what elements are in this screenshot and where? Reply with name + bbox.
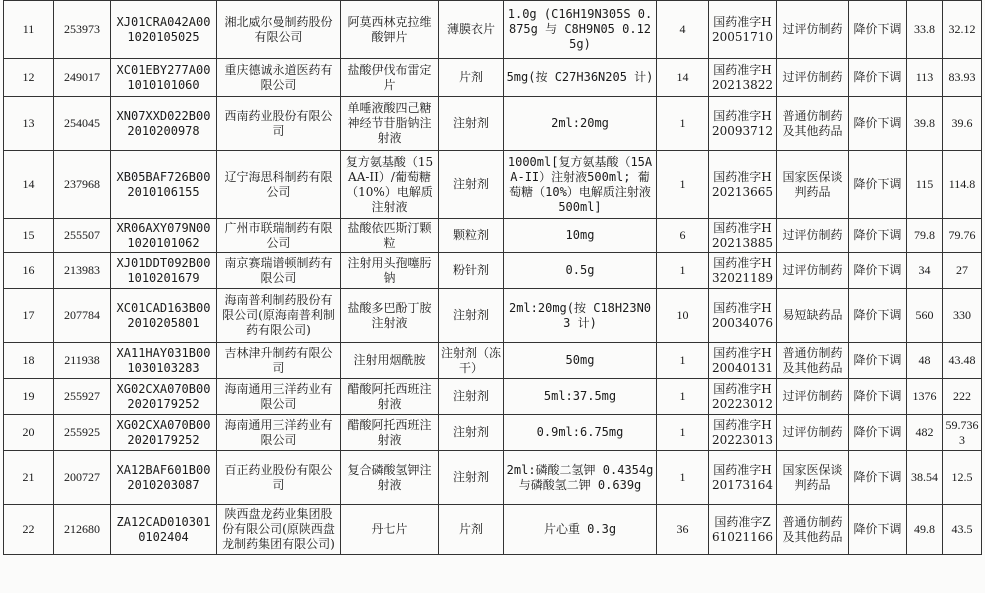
drug-category-cell: 普通仿制药及其他药品 [777, 505, 849, 555]
table-row [4, 59, 982, 97]
specification-cell: 0.5g [504, 253, 657, 289]
dosage-form-cell: 注射剂 [439, 379, 504, 415]
manufacturer-cell: 湘北威尔曼制药股份有限公司 [217, 1, 341, 59]
drug-name-cell: 复方氨基酸（15AA-II）/葡萄糖（10%）电解质注射液 [341, 151, 439, 219]
medical-insurance-code-cell: XA11HAY031B001030103283 [111, 343, 217, 379]
row-number-cell: 22 [4, 505, 54, 555]
dosage-form-cell: 注射剂（冻干） [439, 343, 504, 379]
price-action-cell: 降价下调 [849, 505, 907, 555]
package-quantity-cell: 10 [657, 289, 709, 343]
adjusted-price-cell: 83.93 [943, 59, 982, 97]
table-row [4, 219, 982, 253]
specification-cell: 2ml:20mg [504, 97, 657, 151]
medical-insurance-code-cell: XB05BAF726B002010106155 [111, 151, 217, 219]
approval-number-cell: 国药准字H20040131 [709, 343, 777, 379]
dosage-form-cell: 注射剂 [439, 415, 504, 451]
approval-number-cell: 国药准字H20051710 [709, 1, 777, 59]
drug-category-cell: 过评仿制药 [777, 415, 849, 451]
specification-cell: 2ml:20mg(按 C18H23N03 计) [504, 289, 657, 343]
drug-category-cell: 过评仿制药 [777, 253, 849, 289]
medical-insurance-code-cell: XG02CXA070B002020179252 [111, 379, 217, 415]
original-price-cell: 39.8 [907, 97, 943, 151]
original-price-cell: 482 [907, 415, 943, 451]
drug-name-cell: 复合磷酸氢钾注射液 [341, 451, 439, 505]
specification-cell: 片心重 0.3g [504, 505, 657, 555]
approval-number-cell: 国药准字H20173164 [709, 451, 777, 505]
drug-category-cell: 过评仿制药 [777, 379, 849, 415]
manufacturer-cell: 广州市联瑞制药有限公司 [217, 219, 341, 253]
medical-insurance-code-cell: ZA12CAD0103010102404 [111, 505, 217, 555]
package-quantity-cell: 1 [657, 343, 709, 379]
price-action-cell: 降价下调 [849, 289, 907, 343]
medical-insurance-code-cell: XA12BAF601B002010203087 [111, 451, 217, 505]
dosage-form-cell: 注射剂 [439, 151, 504, 219]
price-action-cell: 降价下调 [849, 219, 907, 253]
dosage-form-cell: 注射剂 [439, 97, 504, 151]
manufacturer-cell: 陕西盘龙药业集团股份有限公司(原陕西盘龙制药集团有限公司) [217, 505, 341, 555]
package-quantity-cell: 36 [657, 505, 709, 555]
adjusted-price-cell: 59.7363 [943, 415, 982, 451]
drug-category-cell: 过评仿制药 [777, 59, 849, 97]
approval-number-cell: 国药准字H20213885 [709, 219, 777, 253]
price-action-cell: 降价下调 [849, 1, 907, 59]
package-quantity-cell: 4 [657, 1, 709, 59]
specification-cell: 5mg(按 C27H36N205 计) [504, 59, 657, 97]
drug-name-cell: 阿莫西林克拉维酸钾片 [341, 1, 439, 59]
medical-insurance-code-cell: XR06AXY079N001020101062 [111, 219, 217, 253]
adjusted-price-cell: 222 [943, 379, 982, 415]
adjusted-price-cell: 39.6 [943, 97, 982, 151]
original-price-cell: 560 [907, 289, 943, 343]
price-action-cell: 降价下调 [849, 253, 907, 289]
table-row [4, 451, 982, 505]
approval-number-cell: 国药准字H20223013 [709, 415, 777, 451]
product-id-cell: 249017 [54, 59, 111, 97]
manufacturer-cell: 吉林津升制药有限公司 [217, 343, 341, 379]
package-quantity-cell: 14 [657, 59, 709, 97]
table-row [4, 343, 982, 379]
table-body [4, 1, 982, 555]
approval-number-cell: 国药准字Z61021166 [709, 505, 777, 555]
adjusted-price-cell: 79.76 [943, 219, 982, 253]
drug-category-cell: 普通仿制药及其他药品 [777, 343, 849, 379]
manufacturer-cell: 海南普利制药股份有限公司(原海南普利制药有限公司) [217, 289, 341, 343]
adjusted-price-cell: 330 [943, 289, 982, 343]
dosage-form-cell: 片剂 [439, 505, 504, 555]
price-action-cell: 降价下调 [849, 97, 907, 151]
row-number-cell: 15 [4, 219, 54, 253]
specification-cell: 1000ml[复方氨基酸（15AA-II）注射液500ml; 葡萄糖（10%）电解质注射液 500ml] [504, 151, 657, 219]
original-price-cell: 79.8 [907, 219, 943, 253]
specification-cell: 50mg [504, 343, 657, 379]
product-id-cell: 254045 [54, 97, 111, 151]
adjusted-price-cell: 12.5 [943, 451, 982, 505]
drug-name-cell: 注射用头孢噻肟钠 [341, 253, 439, 289]
product-id-cell: 255927 [54, 379, 111, 415]
adjusted-price-cell: 43.48 [943, 343, 982, 379]
package-quantity-cell: 6 [657, 219, 709, 253]
row-number-cell: 14 [4, 151, 54, 219]
product-id-cell: 213983 [54, 253, 111, 289]
drug-name-cell: 醋酸阿托西班注射液 [341, 379, 439, 415]
price-action-cell: 降价下调 [849, 151, 907, 219]
row-number-cell: 12 [4, 59, 54, 97]
drug-name-cell: 醋酸阿托西班注射液 [341, 415, 439, 451]
drug-name-cell: 丹七片 [341, 505, 439, 555]
adjusted-price-cell: 43.5 [943, 505, 982, 555]
price-action-cell: 降价下调 [849, 379, 907, 415]
original-price-cell: 113 [907, 59, 943, 97]
row-number-cell: 11 [4, 1, 54, 59]
medical-insurance-code-cell: XG02CXA070B002020179252 [111, 415, 217, 451]
specification-cell: 0.9ml:6.75mg [504, 415, 657, 451]
specification-cell: 1.0g (C16H19N305S 0.875g 与 C8H9N05 0.125g) [504, 1, 657, 59]
row-number-cell: 18 [4, 343, 54, 379]
table-row [4, 97, 982, 151]
product-id-cell: 255925 [54, 415, 111, 451]
product-id-cell: 212680 [54, 505, 111, 555]
original-price-cell: 49.8 [907, 505, 943, 555]
approval-number-cell: 国药准字H20093712 [709, 97, 777, 151]
medical-insurance-code-cell: XC01EBY277A001010101060 [111, 59, 217, 97]
dosage-form-cell: 颗粒剂 [439, 219, 504, 253]
original-price-cell: 34 [907, 253, 943, 289]
original-price-cell: 48 [907, 343, 943, 379]
original-price-cell: 115 [907, 151, 943, 219]
approval-number-cell: 国药准字H20213665 [709, 151, 777, 219]
specification-cell: 5ml:37.5mg [504, 379, 657, 415]
dosage-form-cell: 粉针剂 [439, 253, 504, 289]
original-price-cell: 33.8 [907, 1, 943, 59]
row-number-cell: 20 [4, 415, 54, 451]
package-quantity-cell: 1 [657, 253, 709, 289]
manufacturer-cell: 海南通用三洋药业有限公司 [217, 415, 341, 451]
package-quantity-cell: 1 [657, 451, 709, 505]
drug-name-cell: 注射用烟酰胺 [341, 343, 439, 379]
medical-insurance-code-cell: XN07XXD022B002010200978 [111, 97, 217, 151]
original-price-cell: 38.54 [907, 451, 943, 505]
medical-insurance-code-cell: XC01CAD163B002010205801 [111, 289, 217, 343]
manufacturer-cell: 海南通用三洋药业有限公司 [217, 379, 341, 415]
price-action-cell: 降价下调 [849, 451, 907, 505]
specification-cell: 10mg [504, 219, 657, 253]
drug-category-cell: 过评仿制药 [777, 1, 849, 59]
dosage-form-cell: 片剂 [439, 59, 504, 97]
product-id-cell: 200727 [54, 451, 111, 505]
table-row [4, 379, 982, 415]
drug-category-cell: 易短缺药品 [777, 289, 849, 343]
row-number-cell: 21 [4, 451, 54, 505]
row-number-cell: 16 [4, 253, 54, 289]
drug-name-cell: 盐酸依匹斯汀颗粒 [341, 219, 439, 253]
approval-number-cell: 国药准字H20223012 [709, 379, 777, 415]
table-row [4, 151, 982, 219]
table-row [4, 415, 982, 451]
manufacturer-cell: 南京赛瑞谱顿制药有限公司 [217, 253, 341, 289]
product-id-cell: 237968 [54, 151, 111, 219]
table-row [4, 505, 982, 555]
price-action-cell: 降价下调 [849, 415, 907, 451]
table-row [4, 289, 982, 343]
dosage-form-cell: 薄膜衣片 [439, 1, 504, 59]
product-id-cell: 207784 [54, 289, 111, 343]
original-price-cell: 1376 [907, 379, 943, 415]
drug-name-cell: 盐酸多巴酚丁胺注射液 [341, 289, 439, 343]
approval-number-cell: 国药准字H20213822 [709, 59, 777, 97]
row-number-cell: 17 [4, 289, 54, 343]
manufacturer-cell: 百正药业股份有限公司 [217, 451, 341, 505]
manufacturer-cell: 重庆德诚永道医药有限公司 [217, 59, 341, 97]
drug-price-table [3, 0, 982, 555]
drug-category-cell: 国家医保谈判药品 [777, 151, 849, 219]
drug-category-cell: 普通仿制药及其他药品 [777, 97, 849, 151]
table-row [4, 253, 982, 289]
drug-category-cell: 过评仿制药 [777, 219, 849, 253]
price-action-cell: 降价下调 [849, 343, 907, 379]
approval-number-cell: 国药准字H32021189 [709, 253, 777, 289]
row-number-cell: 19 [4, 379, 54, 415]
table-row [4, 1, 982, 59]
adjusted-price-cell: 27 [943, 253, 982, 289]
package-quantity-cell: 1 [657, 415, 709, 451]
adjusted-price-cell: 32.12 [943, 1, 982, 59]
product-id-cell: 211938 [54, 343, 111, 379]
specification-cell: 2ml:磷酸二氢钾 0.4354g 与磷酸氢二钾 0.639g [504, 451, 657, 505]
package-quantity-cell: 1 [657, 151, 709, 219]
package-quantity-cell: 1 [657, 97, 709, 151]
manufacturer-cell: 西南药业股份有限公司 [217, 97, 341, 151]
medical-insurance-code-cell: XJ01DDT092B001010201679 [111, 253, 217, 289]
product-id-cell: 253973 [54, 1, 111, 59]
package-quantity-cell: 1 [657, 379, 709, 415]
medical-insurance-code-cell: XJ01CRA042A001020105025 [111, 1, 217, 59]
price-action-cell: 降价下调 [849, 59, 907, 97]
drug-category-cell: 国家医保谈判药品 [777, 451, 849, 505]
row-number-cell: 13 [4, 97, 54, 151]
drug-name-cell: 单唾液酸四己糖神经节苷脂钠注射液 [341, 97, 439, 151]
approval-number-cell: 国药准字H20034076 [709, 289, 777, 343]
drug-name-cell: 盐酸伊伐布雷定片 [341, 59, 439, 97]
product-id-cell: 255507 [54, 219, 111, 253]
dosage-form-cell: 注射剂 [439, 289, 504, 343]
dosage-form-cell: 注射剂 [439, 451, 504, 505]
adjusted-price-cell: 114.8 [943, 151, 982, 219]
manufacturer-cell: 辽宁海思科制药有限公司 [217, 151, 341, 219]
